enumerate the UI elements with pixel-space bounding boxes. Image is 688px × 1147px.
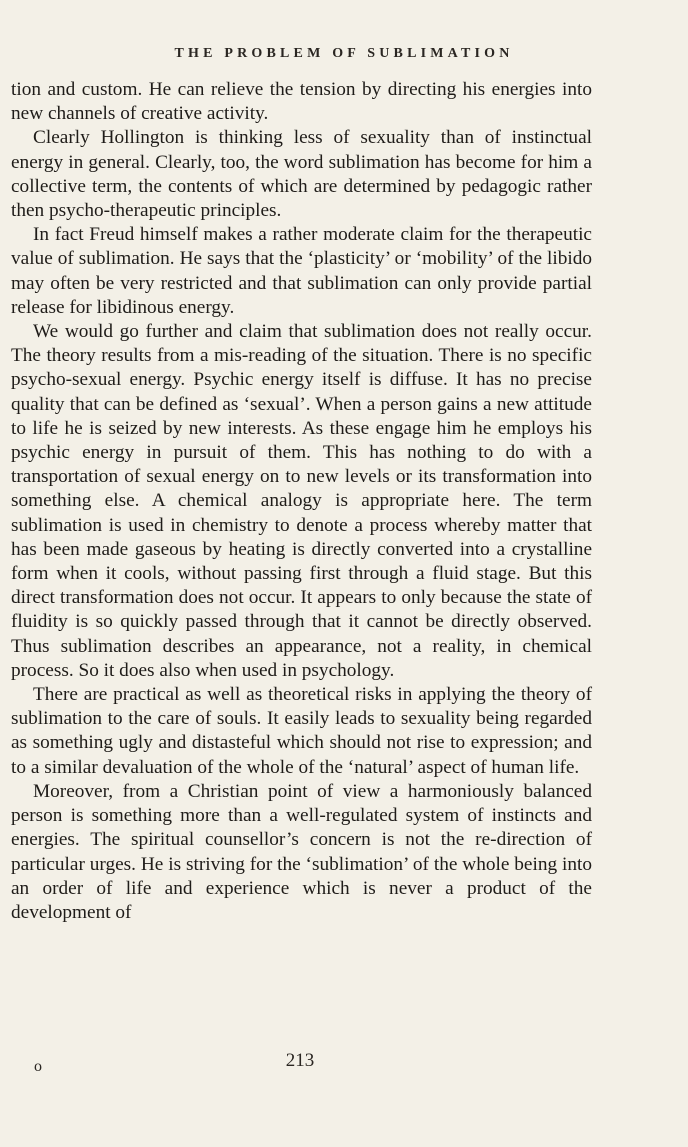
paragraph-5: There are practical as well as theoretical risks in applying the theory of sublimation to the care of souls. It easily leads to sexuality being regarded as something ugly and distasteful which should not rise to expression; and to a similar devaluation of the whole of the ‘natural’ aspect of human life. <box>11 684 592 778</box>
paragraph-1: tion and custom. He can relieve the tension by directing his energies into new channels of creative activity. <box>11 79 592 125</box>
paragraph-6: Moreover, from a Christian point of view a harmoniously balanced person is something more than a well-regulated system of instincts and energies. The spiritual counsellor’s concern is not the re-direction of particular urges. He is striving for the ‘sublimation’ of the whole being into an order of life and experience which is never a product of the development of <box>11 780 592 923</box>
signature-mark: o <box>34 1058 42 1075</box>
paragraph-4: We would go further and claim that sublimation does not really occur. The theory results from a mis-reading of the situation. There is no specific psycho-sexual energy. Psychic energy itself is diffuse. It has no precise quality that can be defined as ‘sexual’. When a person gains a new attitude to life he is seized by new interests. As these engage him he employs his psychic energy in pursuit of them. This has nothing to do with a transportation of sexual energy on to new levels or its transformation into something else. A chemical analogy is appropriate here. The term sublimation is used in chemistry to denote a process whereby matter that has been made gaseous by heating is directly converted into a crystalline form when it cools, without passing first through a fluid stage. But this direct transformation does not occur. It appears to only because the state of fluidity is so quickly passed through that it cannot be directly observed. Thus sublimation describes an appearance, not a reality, in chemical process. So it does also when used in psychology. <box>11 321 592 681</box>
running-head: THE PROBLEM OF SUBLIMATION <box>174 46 514 61</box>
paragraph-2: Clearly Hollington is thinking less of sexuality than of instinctual energy in general. Clearly, too, the word sublimation has become for him a collective term, the contents of which are determined by pedagogic rather then psycho-therapeutic principles. <box>11 127 592 222</box>
page-number: 213 <box>285 1050 315 1071</box>
body-text <box>11 78 592 925</box>
paragraph-3: In fact Freud himself makes a rather moderate claim for the therapeutic value of sublimation. He says that the ‘plasticity’ or ‘mobility’ of the libido may often be very restricted and that sublimation can only provide partial release for libidinous energy. <box>11 224 592 318</box>
